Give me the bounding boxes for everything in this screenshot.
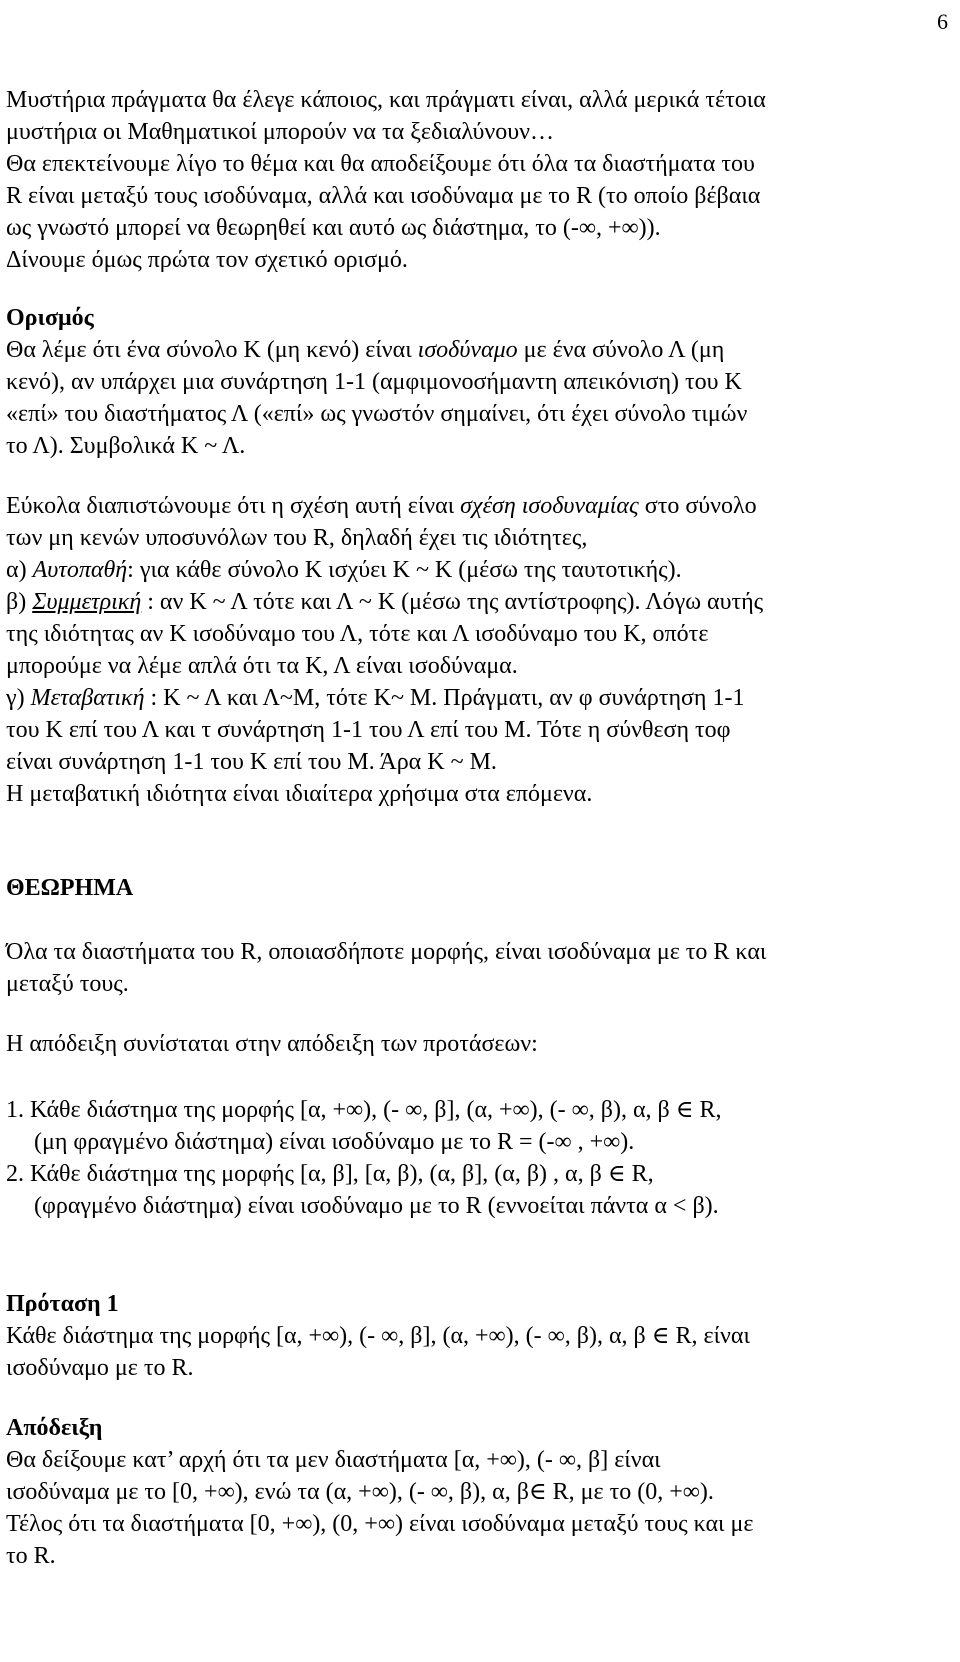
proposition-heading: Πρόταση 1 (6, 1291, 119, 1317)
theorem-item: 1. Κάθε διάστημα της μορφής [α, +∞), (- ∞, β], (α, +∞), (- ∞, β), α, β ∈ R, (6, 1097, 722, 1123)
proof-line: ισοδύναμα με το [0, +∞), ενώ τα (α, +∞), (- ∞, β), α, β∈ R, με το (0, +∞). (6, 1479, 714, 1505)
property-term: Αυτοπαθή (32, 557, 128, 583)
property-reflexive (6, 554, 946, 586)
proposition-section (6, 1288, 946, 1384)
proof-heading: Απόδειξη (6, 1415, 103, 1441)
definition-term: ισοδύναμο (417, 337, 518, 363)
proposition-line: Κάθε διάστημα της μορφής [α, +∞), (- ∞, β], (α, +∞), (- ∞, β), α, β ∈ R, είναι (6, 1323, 750, 1349)
property-text: : Κ ~ Λ και Λ~Μ, τότε Κ~ Μ. Πράγματι, αν φ συνάρτηση 1-1 (144, 685, 745, 711)
equivalence-line (6, 490, 946, 522)
equivalence-line: των μη κενών υποσυνόλων του R, δηλαδή έχει τις ιδιότητες, (6, 525, 588, 551)
property-label: α) (6, 557, 33, 583)
equivalence-text: Εύκολα διαπιστώνουμε ότι η σχέση αυτή είναι (6, 493, 461, 519)
theorem-section (6, 872, 946, 904)
intro-line: Μυστήρια πράγματα θα έλεγε κάποιος, και πράγματι είναι, αλλά μερικά τέτοια (6, 87, 766, 113)
page-number: 6 (937, 9, 948, 34)
property-term: Συμμετρική (32, 589, 142, 615)
property-line: της ιδιότητας αν Κ ισοδύναμο του Λ, τότε και Λ ισοδύναμο του Κ, οπότε (6, 621, 709, 647)
proof-section (6, 1412, 946, 1572)
definition-heading: Ορισμός (6, 305, 94, 331)
intro-line: ως γνωστό μπορεί να θεωρηθεί και αυτό ως διάστημα, το (-∞, +∞)). (6, 215, 661, 241)
definition-line: το Λ). Συμβολικά Κ ~ Λ. (6, 433, 246, 459)
definition-text: με ένα σύνολο Λ (μη (517, 337, 725, 363)
intro-paragraph (6, 84, 946, 276)
property-label: γ) (6, 685, 31, 711)
property-transitive (6, 682, 946, 714)
property-term: Μεταβατική (30, 685, 145, 711)
equivalence-text: στο σύνολο (638, 493, 757, 519)
theorem-line: μεταξύ τους. (6, 971, 129, 997)
proof-intro (6, 1028, 946, 1060)
definition-line (6, 334, 946, 366)
property-text: : αν Κ ~ Λ τότε και Λ ~ Κ (μέσω της αντίστροφης). Λόγω αυτής (141, 589, 764, 615)
proof-line: Τέλος ότι τα διαστήματα [0, +∞), (0, +∞) είναι ισοδύναμα μεταξύ τους και με (6, 1511, 754, 1537)
property-label: β) (6, 589, 33, 615)
proposition-line: ισοδύναμο με το R. (6, 1355, 194, 1381)
equivalence-section (6, 490, 946, 810)
property-line: του Κ επί του Λ και τ συνάρτηση 1-1 του Λ επί του Μ. Τότε η σύνθεση τοφ (6, 717, 731, 743)
intro-line: μυστήρια οι Μαθηματικοί μπορούν να τα ξεδιαλύνουν… (6, 119, 555, 145)
intro-line: Δίνουμε όμως πρώτα τον σχετικό ορισμό. (6, 247, 408, 273)
proof-line: το R. (6, 1543, 56, 1569)
property-text: : για κάθε σύνολο Κ ισχύει Κ ~ Κ (μέσω της ταυτοτικής). (127, 557, 682, 583)
theorem-item-continuation: (μη φραγμένο διάστημα) είναι ισοδύναμο με το R = (-∞ , +∞). (34, 1129, 635, 1155)
theorem-heading: ΘΕΩΡΗΜΑ (6, 875, 134, 901)
theorem-items (6, 1094, 946, 1222)
equivalence-closing: Η μεταβατική ιδιότητα είναι ιδιαίτερα χρήσιμα στα επόμενα. (6, 781, 593, 807)
definition-line: κενό), αν υπάρχει μια συνάρτηση 1-1 (αμφιμονοσήμαντη απεικόνιση) του Κ (6, 369, 742, 395)
theorem-statement (6, 936, 946, 1000)
theorem-item: 2. Κάθε διάστημα της μορφής [α, β], [α, β), (α, β], (α, β) , α, β ∈ R, (6, 1161, 654, 1187)
property-line: είναι συνάρτηση 1-1 του Κ επί του Μ. Άρα Κ ~ Μ. (6, 749, 497, 775)
property-symmetric (6, 586, 946, 618)
equivalence-term: σχέση ισοδυναμίας (460, 493, 639, 519)
definition-line: «επί» του διαστήματος Λ («επί» ως γνωστόν σημαίνει, ότι έχει σύνολο τιμών (6, 401, 748, 427)
intro-line: R είναι μεταξύ τους ισοδύναμα, αλλά και ισοδύναμα με το R (το οποίο βέβαια (6, 183, 761, 209)
theorem-item-continuation: (φραγμένο διάστημα) είναι ισοδύναμο με το R (εννοείται πάντα α < β). (34, 1193, 719, 1219)
definition-section (6, 302, 946, 462)
property-line: μπορούμε να λέμε απλά ότι τα Κ, Λ είναι ισοδύναμα. (6, 653, 518, 679)
definition-text: Θα λέμε ότι ένα σύνολο Κ (μη κενό) είναι (6, 337, 418, 363)
intro-line: Θα επεκτείνουμε λίγο το θέμα και θα αποδείξουμε ότι όλα τα διαστήματα του (6, 151, 755, 177)
proof-line: Θα δείξουμε κατ’ αρχή ότι τα μεν διαστήματα [α, +∞), (- ∞, β] είναι (6, 1447, 661, 1473)
theorem-line: Όλα τα διαστήματα του R, οποιασδήποτε μορφής, είναι ισοδύναμα με το R και (6, 939, 767, 965)
proof-intro-line: Η απόδειξη συνίσταται στην απόδειξη των προτάσεων: (6, 1031, 538, 1057)
